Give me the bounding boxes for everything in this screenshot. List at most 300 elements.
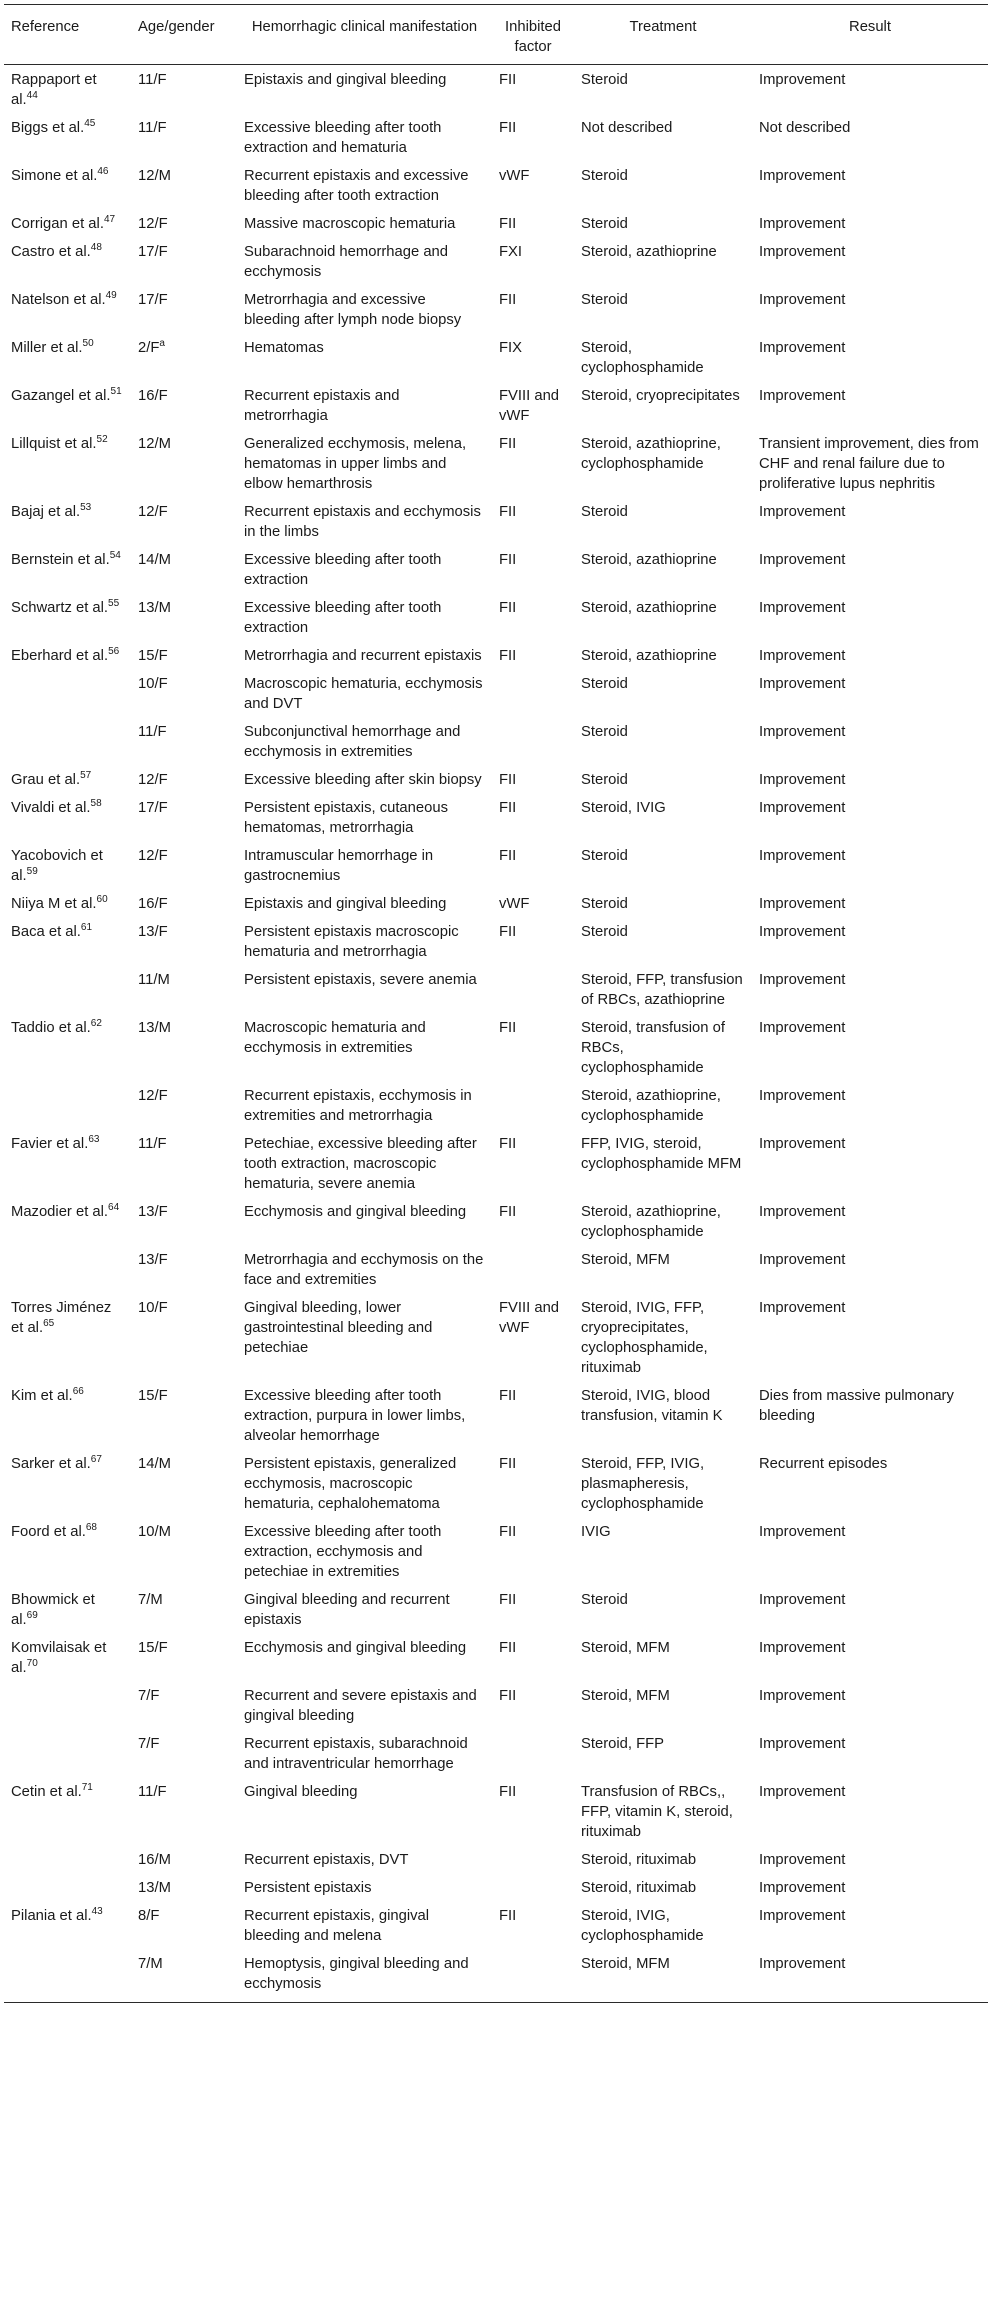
manifestation-cell [237,641,492,669]
reference-text: Bhowmick et al. [11,1592,95,1628]
reference-citation: 53 [80,502,92,514]
table-row [4,1081,988,1129]
reference-text: Eberhard et al. [11,648,109,664]
table-row [4,1585,988,1633]
table-row [4,641,988,669]
reference-citation: 60 [96,894,108,906]
result-text: Improvement [759,216,846,232]
treatment-text: Steroid, cryoprecipitates [581,388,740,404]
treatment-cell [574,285,752,333]
reference-text: Rappaport et al. [11,72,97,108]
reference-citation: 54 [109,550,121,562]
header-reference: Reference [4,5,131,65]
inhibited-factor-cell [492,161,574,209]
inhibited-factor-cell [492,1293,574,1381]
age-gender-cell [131,917,237,965]
result-text: Improvement [759,896,846,912]
treatment-cell [574,793,752,841]
manifestation-text: Intramuscular hemorrhage in gastrocnemius [244,848,434,884]
result-text: Improvement [759,1300,846,1316]
reference-text: Lillquist et al. [11,436,97,452]
table-row [4,1777,988,1845]
result-cell [752,1901,988,1949]
manifestation-text: Hemoptysis, gingival bleeding and ecchymosis [244,1956,469,1992]
age-gender-text: 10/M [138,1524,171,1540]
age-gender-cell [131,1129,237,1197]
table-row [4,593,988,641]
inhibited-factor-cell [492,1081,574,1129]
manifestation-text: Ecchymosis and gingival bleeding [244,1204,467,1220]
manifestation-text: Hematomas [244,340,324,356]
table-row [4,1901,988,1949]
result-cell [752,1293,988,1381]
reference-text: Sarker et al. [11,1456,91,1472]
age-gender-text: 12/F [138,1088,168,1104]
result-cell [752,1949,988,2003]
age-gender-cell [131,841,237,889]
result-text: Transient improvement, dies from CHF and renal failure due to proliferative lupus nephritis [759,436,979,492]
reference-cell [4,1845,131,1873]
reference-citation: 58 [90,798,102,810]
manifestation-text: Persistent epistaxis, severe anemia [244,972,477,988]
inhibited-factor-text: vWF [499,168,530,184]
age-gender-cell [131,1585,237,1633]
age-gender-cell [131,161,237,209]
treatment-cell [574,1949,752,2003]
result-cell [752,593,988,641]
result-cell [752,1381,988,1449]
age-gender-cell [131,641,237,669]
result-cell [752,429,988,497]
treatment-text: Steroid, IVIG [581,800,666,816]
treatment-text: Steroid [581,72,628,88]
treatment-text: Steroid, cyclophosphamide [581,340,704,376]
age-gender-cell [131,793,237,841]
treatment-text: Steroid, rituximab [581,1880,697,1896]
manifestation-cell [237,1901,492,1949]
age-gender-cell [131,497,237,545]
clinical-cases-table [4,4,988,2003]
treatment-cell [574,1293,752,1381]
manifestation-text: Subarachnoid hemorrhage and ecchymosis [244,244,449,280]
treatment-cell [574,1845,752,1873]
table-row [4,965,988,1013]
inhibited-factor-cell [492,209,574,237]
age-gender-text: 10/F [138,1300,168,1316]
treatment-cell [574,1129,752,1197]
table-row [4,333,988,381]
result-text: Improvement [759,1252,846,1268]
treatment-cell [574,1901,752,1949]
table-body [4,65,988,2003]
reference-text: Gazangel et al. [11,388,111,404]
result-text: Improvement [759,1592,846,1608]
table-row [4,1949,988,2003]
manifestation-cell [237,593,492,641]
reference-cell [4,965,131,1013]
reference-cell [4,1777,131,1845]
reference-cell [4,1081,131,1129]
manifestation-text: Recurrent epistaxis and metrorrhagia [244,388,400,424]
age-gender-text: 17/F [138,800,168,816]
treatment-cell [574,113,752,161]
inhibited-factor-cell [492,1129,574,1197]
reference-text: Corrigan et al. [11,216,104,232]
reference-cell [4,641,131,669]
manifestation-text: Recurrent epistaxis, ecchymosis in extremities and metrorrhagia [244,1088,472,1124]
reference-cell [4,669,131,717]
manifestation-text: Persistent epistaxis, cutaneous hematomas, metrorrhagia [244,800,448,836]
age-gender-cell [131,717,237,765]
result-text: Improvement [759,600,846,616]
reference-cell [4,1517,131,1585]
inhibited-factor-text: FII [499,924,517,940]
reference-citation: 71 [81,1782,93,1794]
reference-citation: 59 [26,866,38,878]
reference-text: Biggs et al. [11,120,85,136]
table-row [4,237,988,285]
manifestation-text: Excessive bleeding after tooth extraction, purpura in lower limbs, alveolar hemorrhage [244,1388,466,1444]
treatment-text: Not described [581,120,673,136]
result-cell [752,333,988,381]
reference-text: Pilania et al. [11,1908,92,1924]
inhibited-factor-cell [492,641,574,669]
treatment-text: Steroid, azathioprine [581,600,717,616]
age-gender-text: 12/F [138,216,168,232]
age-gender-text: 12/M [138,168,171,184]
reference-text: Foord et al. [11,1524,86,1540]
manifestation-text: Excessive bleeding after skin biopsy [244,772,482,788]
inhibited-factor-text: FII [499,1020,517,1036]
manifestation-cell [237,1245,492,1293]
table-row [4,917,988,965]
treatment-text: Steroid, MFM [581,1640,670,1656]
inhibited-factor-cell [492,429,574,497]
inhibited-factor-cell [492,917,574,965]
inhibited-factor-text: FII [499,1784,517,1800]
inhibited-factor-text: FII [499,1388,517,1404]
age-gender-cell [131,333,237,381]
result-text: Improvement [759,1020,846,1036]
table-row [4,113,988,161]
table-row [4,1681,988,1729]
treatment-cell [574,497,752,545]
inhibited-factor-cell [492,793,574,841]
inhibited-factor-text: FII [499,1204,517,1220]
manifestation-text: Massive macroscopic hematuria [244,216,456,232]
age-gender-cell [131,1081,237,1129]
result-text: Improvement [759,1088,846,1104]
result-text: Improvement [759,1736,846,1752]
treatment-cell [574,965,752,1013]
age-gender-text: 13/F [138,1204,168,1220]
treatment-text: Steroid, IVIG, FFP, cryoprecipitates, cyclophosphamide, rituximab [581,1300,708,1376]
treatment-cell [574,1449,752,1517]
reference-citation: 52 [96,434,108,446]
table-row [4,1381,988,1449]
inhibited-factor-text: FII [499,120,517,136]
treatment-text: Steroid [581,216,628,232]
manifestation-text: Gingival bleeding [244,1784,358,1800]
treatment-cell [574,717,752,765]
age-gender-cell [131,1681,237,1729]
age-gender-cell [131,669,237,717]
age-gender-cell [131,1873,237,1901]
inhibited-factor-text: FII [499,552,517,568]
reference-cell [4,333,131,381]
age-gender-cell [131,237,237,285]
treatment-cell [574,1197,752,1245]
manifestation-text: Ecchymosis and gingival bleeding [244,1640,467,1656]
age-gender-cell [131,1449,237,1517]
result-cell [752,965,988,1013]
age-gender-cell [131,889,237,917]
age-gender-text: 7/M [138,1592,163,1608]
result-text: Improvement [759,800,846,816]
treatment-cell [574,429,752,497]
reference-citation: 46 [97,166,109,178]
table-frame [4,4,988,2320]
reference-citation: 69 [26,1610,38,1622]
table-row [4,717,988,765]
result-cell [752,1681,988,1729]
reference-cell [4,1873,131,1901]
manifestation-text: Epistaxis and gingival bleeding [244,896,447,912]
age-gender-cell [131,765,237,793]
result-cell [752,669,988,717]
reference-cell [4,209,131,237]
age-gender-cell [131,1777,237,1845]
age-gender-text: 7/M [138,1956,163,1972]
manifestation-cell [237,209,492,237]
treatment-cell [574,1245,752,1293]
result-cell [752,889,988,917]
inhibited-factor-cell [492,889,574,917]
inhibited-factor-text: FII [499,800,517,816]
inhibited-factor-cell [492,717,574,765]
inhibited-factor-cell [492,1517,574,1585]
table-row [4,545,988,593]
treatment-text: Steroid [581,896,628,912]
reference-text: Cetin et al. [11,1784,82,1800]
treatment-text: Steroid, IVIG, cyclophosphamide [581,1908,704,1944]
treatment-text: Transfusion of RBCs,, FFP, vitamin K, steroid, rituximab [581,1784,733,1840]
inhibited-factor-cell [492,545,574,593]
age-gender-text: 13/M [138,600,171,616]
age-gender-cell [131,113,237,161]
age-gender-text: 17/F [138,244,168,260]
reference-cell [4,1633,131,1681]
age-gender-text: 13/F [138,924,168,940]
treatment-cell [574,333,752,381]
reference-cell [4,1449,131,1517]
inhibited-factor-text: FII [499,1136,517,1152]
manifestation-text: Generalized ecchymosis, melena, hematomas in upper limbs and elbow hemarthrosis [244,436,467,492]
manifestation-cell [237,917,492,965]
reference-cell [4,161,131,209]
manifestation-cell [237,717,492,765]
result-cell [752,545,988,593]
manifestation-text: Recurrent epistaxis, DVT [244,1852,409,1868]
reference-cell [4,1901,131,1949]
treatment-text: Steroid, MFM [581,1956,670,1972]
reference-text: Kim et al. [11,1388,73,1404]
inhibited-factor-cell [492,1197,574,1245]
result-cell [752,1517,988,1585]
manifestation-text: Gingival bleeding, lower gastrointestinal bleeding and petechiae [244,1300,433,1356]
result-cell [752,1585,988,1633]
reference-cell [4,889,131,917]
result-cell [752,1633,988,1681]
age-gender-text: 8/F [138,1908,160,1924]
result-text: Improvement [759,1136,846,1152]
manifestation-cell [237,545,492,593]
table-row [4,889,988,917]
result-text: Improvement [759,1956,846,1972]
treatment-text: IVIG [581,1524,611,1540]
age-gender-cell [131,1729,237,1777]
manifestation-cell [237,65,492,114]
treatment-cell [574,669,752,717]
treatment-cell [574,1081,752,1129]
result-text: Improvement [759,1880,846,1896]
inhibited-factor-cell [492,1949,574,2003]
inhibited-factor-cell [492,669,574,717]
age-gender-cell [131,965,237,1013]
reference-citation: 70 [26,1658,38,1670]
table-row [4,1129,988,1197]
reference-citation: 51 [110,386,122,398]
inhibited-factor-cell [492,1873,574,1901]
result-cell [752,1449,988,1517]
result-cell [752,917,988,965]
age-gender-cell [131,1949,237,2003]
inhibited-factor-cell [492,65,574,114]
reference-text: Vivaldi et al. [11,800,91,816]
result-text: Improvement [759,388,846,404]
age-gender-cell [131,1845,237,1873]
reference-text: Torres Jiménez et al. [11,1300,112,1336]
reference-citation: 67 [90,1454,102,1466]
manifestation-cell [237,497,492,545]
result-cell [752,285,988,333]
age-gender-cell [131,1013,237,1081]
inhibited-factor-cell [492,1449,574,1517]
treatment-text: Steroid [581,924,628,940]
header-result: Result [752,5,988,65]
result-text: Improvement [759,244,846,260]
table-row [4,285,988,333]
treatment-cell [574,65,752,114]
age-gender-text: 11/F [138,72,167,88]
treatment-text: Steroid, IVIG, blood transfusion, vitamin K [581,1388,723,1424]
inhibited-factor-text: FII [499,1688,517,1704]
inhibited-factor-text: FXI [499,244,523,260]
result-text: Recurrent episodes [759,1456,888,1472]
manifestation-cell [237,793,492,841]
treatment-cell [574,593,752,641]
inhibited-factor-text: FII [499,648,517,664]
inhibited-factor-cell [492,333,574,381]
reference-text: Baca et al. [11,924,81,940]
manifestation-text: Epistaxis and gingival bleeding [244,72,447,88]
table-row [4,1633,988,1681]
manifestation-cell [237,1013,492,1081]
manifestation-cell [237,669,492,717]
reference-text: Yacobovich et al. [11,848,103,884]
reference-citation: 44 [26,90,38,102]
age-gender-cell [131,1197,237,1245]
reference-citation: 45 [84,118,96,130]
reference-cell [4,113,131,161]
age-gender-cell [131,1901,237,1949]
manifestation-text: Recurrent epistaxis, subarachnoid and intraventricular hemorrhage [244,1736,468,1772]
reference-citation: 49 [105,290,117,302]
reference-citation: 64 [108,1202,120,1214]
reference-citation: 65 [43,1318,55,1330]
age-gender-text: 16/F [138,896,168,912]
result-text: Improvement [759,1784,846,1800]
inhibited-factor-text: FII [499,772,517,788]
age-gender-text: 15/F [138,648,168,664]
header-row [4,5,988,65]
table-row [4,1449,988,1517]
result-text: Improvement [759,1852,846,1868]
reference-cell [4,841,131,889]
table-row [4,381,988,429]
reference-citation: 43 [91,1906,103,1918]
age-gender-text: 12/F [138,504,168,520]
result-cell [752,1197,988,1245]
treatment-cell [574,545,752,593]
reference-citation: 56 [108,646,120,658]
age-gender-text: 7/F [138,1736,160,1752]
reference-text: Favier et al. [11,1136,89,1152]
age-gender-text: 16/M [138,1852,171,1868]
manifestation-cell [237,1197,492,1245]
age-gender-cell [131,65,237,114]
reference-cell [4,1245,131,1293]
result-text: Improvement [759,292,846,308]
result-text: Improvement [759,648,846,664]
reference-text: Komvilaisak et al. [11,1640,107,1676]
result-cell [752,497,988,545]
manifestation-text: Excessive bleeding after tooth extraction [244,600,442,636]
treatment-text: Steroid, azathioprine [581,244,717,260]
reference-cell [4,793,131,841]
treatment-text: Steroid, FFP [581,1736,665,1752]
inhibited-factor-cell [492,965,574,1013]
age-gender-text: 11/F [138,724,167,740]
result-cell [752,765,988,793]
table-row [4,1517,988,1585]
result-cell [752,381,988,429]
result-text: Dies from massive pulmonary bleeding [759,1388,954,1424]
treatment-cell [574,381,752,429]
treatment-text: Steroid [581,504,628,520]
treatment-text: Steroid, FFP, transfusion of RBCs, azathioprine [581,972,743,1008]
result-text: Improvement [759,168,846,184]
result-text: Not described [759,120,851,136]
table-row [4,1845,988,1873]
table-row [4,1293,988,1381]
inhibited-factor-cell [492,1245,574,1293]
reference-cell [4,285,131,333]
manifestation-cell [237,1449,492,1517]
treatment-cell [574,1585,752,1633]
result-text: Improvement [759,1908,846,1924]
manifestation-cell [237,1729,492,1777]
